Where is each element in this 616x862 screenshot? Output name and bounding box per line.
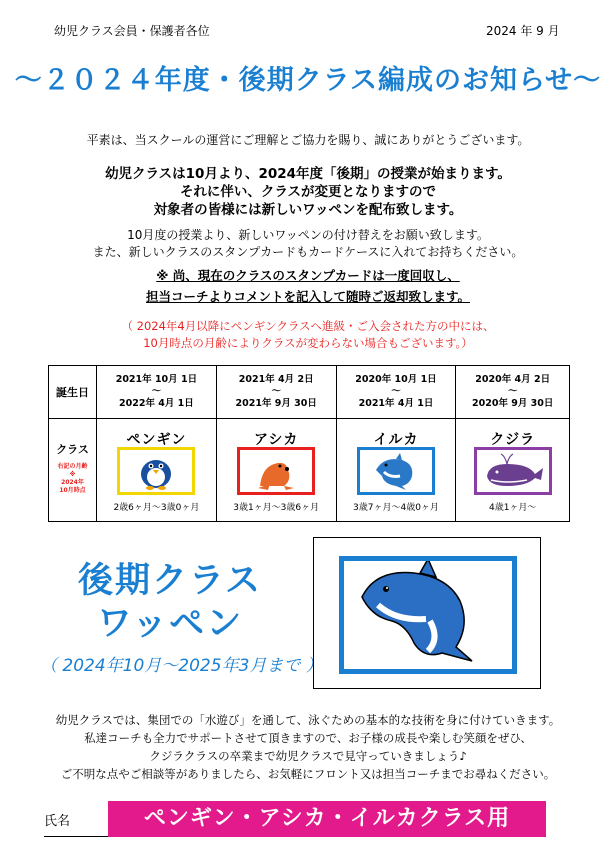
class-name-iruka: イルカ xyxy=(373,432,419,448)
class-name-penguin: ペンギン xyxy=(126,432,187,448)
class-row xyxy=(49,419,570,522)
class-table xyxy=(48,365,570,522)
recipient-line: 幼児クラス会員・保護者各位 xyxy=(54,24,210,38)
date-to: 2021年 4月 1日 xyxy=(358,398,434,409)
patch-preview-frame xyxy=(339,556,517,674)
date-from: 2020年 10月 1日 xyxy=(355,374,437,385)
class-note-4: 10月時点 xyxy=(59,487,86,494)
red-note-line-1: （ 2024年4月以降にペンギンクラスへ進級・ご入会された方の中には、 xyxy=(121,319,495,333)
class-label: クラス xyxy=(56,443,89,456)
announce-line-2: それに伴い、クラスが変更となりますので xyxy=(179,184,437,200)
instruction-line-2: また、新しいクラスのスタンプカードもカードケースに入れてお持ちください。 xyxy=(92,245,524,259)
announce-line-1: 幼児クラスは10月より、2024年度「後期」の授業が始まります。 xyxy=(105,166,511,182)
date-tilde: ～ xyxy=(271,386,281,397)
age-range-ashika: 3歳1ヶ月～3歳6ヶ月 xyxy=(233,503,320,513)
date-to: 2020年 9月 30日 xyxy=(472,398,554,409)
class-label-cell xyxy=(49,419,97,522)
footer-line-2: 私達コーチも全力でサポートさせて頂きますので、お子様の成長や楽しむ笑顔をぜひ、 xyxy=(84,731,532,745)
penguin-icon xyxy=(120,450,192,492)
age-range-iruka: 3歳7ヶ月～4歳0ヶ月 xyxy=(353,503,439,513)
class-note-1: 右記の月齢 xyxy=(57,463,88,470)
date-from: 2020年 4月 2日 xyxy=(475,374,551,385)
class-banner: ペンギン・アシカ・イルカクラス用 xyxy=(108,801,546,837)
name-underline xyxy=(44,836,108,837)
name-label: 氏名 xyxy=(44,814,71,829)
footer-line-4: ご不明な点やご相談等がありましたら、お気軽にフロント又は担当コーチまでお尋ねください。 xyxy=(60,767,556,781)
date-range-penguin xyxy=(97,366,217,419)
class-note-3: 2024年 xyxy=(61,479,84,486)
patch-heading-1: 後期クラス xyxy=(78,561,262,601)
footer-line-3: クジラクラスの卒業まで幼児クラスで見守っていきましょう♪ xyxy=(149,749,467,763)
date-range-kujira xyxy=(456,366,570,419)
patch-heading-2: ワッペン xyxy=(96,604,244,644)
class-cell-kujira xyxy=(456,419,570,522)
class-name-ashika: アシカ xyxy=(253,432,299,448)
dolphin-icon xyxy=(344,561,512,669)
red-note-line-2: 10月時点の月齢によりクラスが変わらない場合もございます。） xyxy=(143,336,473,350)
date-to: 2021年 9月 30日 xyxy=(235,398,317,409)
patch-preview xyxy=(313,537,541,689)
date-tilde: ～ xyxy=(151,386,162,397)
patch-period: （ 2024年10月～2025年3月まで ） xyxy=(40,656,323,676)
birthday-row xyxy=(49,366,570,419)
date-range-ashika xyxy=(216,366,336,419)
notice-line-1: ※ 尚、現在のクラスのスタンプカードは一度回収し、 xyxy=(156,268,460,283)
page-title: ～２０２４年度・後期クラス編成のお知らせ～ xyxy=(14,65,602,96)
birthday-label: 誕生日 xyxy=(49,366,97,419)
notice-line-2: 担当コーチよりコメントを記入して随時ご返却致します。 xyxy=(145,289,470,304)
sea-lion-icon xyxy=(240,450,312,492)
footer-line-1: 幼児クラスでは、集団での「水遊び」を通して、泳ぐための基本的な技術を身に付けていきます。 xyxy=(55,713,561,727)
dolphin-icon xyxy=(360,450,432,492)
class-cell-penguin xyxy=(97,419,217,522)
ashika-patch-frame xyxy=(237,447,315,495)
intro-text: 平素は、当スクールの運営にご理解とご協力を賜り、誠にありがとうございます。 xyxy=(86,133,530,147)
date-to: 2022年 4月 1日 xyxy=(119,398,194,409)
class-name-kujira: クジラ xyxy=(490,432,536,448)
date-tilde: ～ xyxy=(391,386,401,397)
date-tilde: ～ xyxy=(507,386,518,397)
whale-icon xyxy=(477,450,549,492)
age-range-penguin: 2歳6ヶ月～3歳0ヶ月 xyxy=(113,503,200,513)
class-cell-iruka xyxy=(336,419,456,522)
class-cell-ashika xyxy=(216,419,336,522)
date-from: 2021年 4月 2日 xyxy=(238,374,314,385)
age-range-kujira: 4歳1ヶ月～ xyxy=(488,503,537,513)
announce-line-3: 対象者の皆様には新しいワッペンを配布致します。 xyxy=(153,202,463,218)
instruction-line-1: 10月度の授業より、新しいワッペンの付け替えをお願い致します。 xyxy=(127,228,489,242)
issue-date: 2024 年 9 月 xyxy=(486,24,560,38)
iruka-patch-frame xyxy=(357,447,435,495)
class-note-2: ※ xyxy=(69,471,76,478)
date-range-iruka xyxy=(336,366,456,419)
penguin-patch-frame xyxy=(117,447,195,495)
kujira-patch-frame xyxy=(474,447,552,495)
date-from: 2021年 10月 1日 xyxy=(115,374,198,385)
